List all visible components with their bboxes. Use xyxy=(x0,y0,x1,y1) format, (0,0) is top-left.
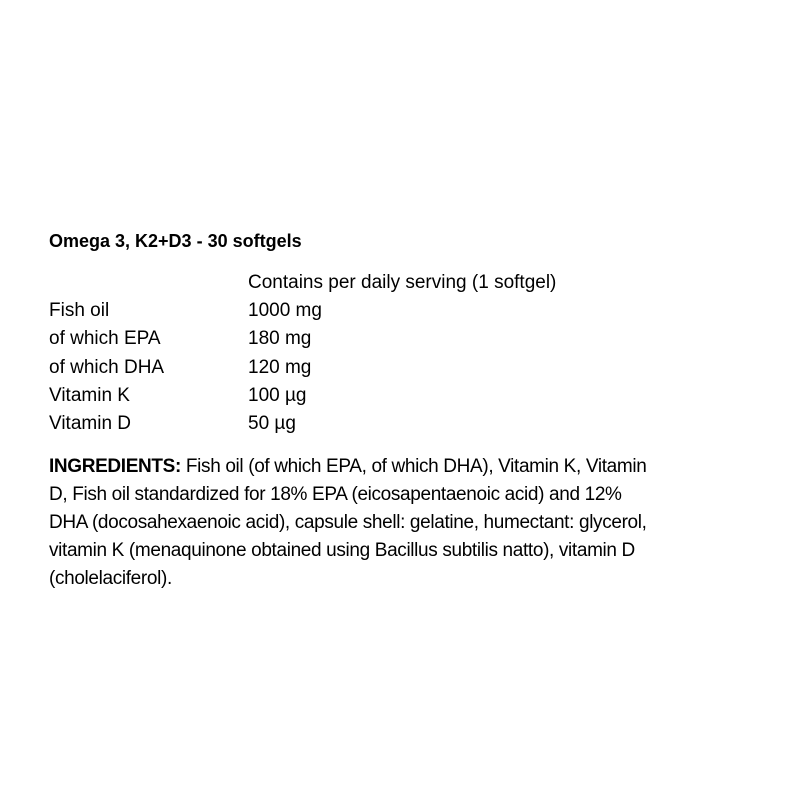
nutrient-value: 120 mg xyxy=(248,356,312,378)
nutrient-value: 1000 mg xyxy=(248,300,322,322)
nutrient-name: Fish oil xyxy=(49,300,110,322)
table-header: Contains per daily serving (1 softgel) xyxy=(248,272,557,293)
ingredients-line: vitamin K (menaquinone obtained using Bacillus subtilis natto), vitamin D xyxy=(49,540,635,561)
nutrient-name: Vitamin D xyxy=(49,413,132,435)
ingredients-line xyxy=(49,453,647,481)
product-title: Omega 3, K2+D3 - 30 softgels xyxy=(49,231,302,251)
nutrition-table xyxy=(49,269,556,438)
ingredients-paragraph xyxy=(49,453,647,593)
table-row xyxy=(49,354,556,382)
nutrient-name: of which DHA xyxy=(49,356,165,378)
nutrient-value: 100 µg xyxy=(248,384,307,406)
ingredients-label: INGREDIENTS: xyxy=(49,456,181,477)
ingredients-text: Fish oil (of which EPA, of which DHA), Vitamin K, Vitamin xyxy=(180,456,647,477)
table-row xyxy=(49,297,556,325)
nutrient-name: of which EPA xyxy=(49,328,161,350)
nutrient-value: 50 µg xyxy=(248,413,296,435)
table-row xyxy=(49,325,556,353)
ingredients-line: DHA (docosahexaenoic acid), capsule shell: gelatine, humectant: glycerol, xyxy=(49,512,647,533)
table-row xyxy=(49,382,556,410)
ingredients-line: (cholelaciferol). xyxy=(49,568,172,589)
nutrient-value: 180 mg xyxy=(248,328,312,350)
table-header-row xyxy=(49,269,556,297)
ingredients-line: D, Fish oil standardized for 18% EPA (eicosapentaenoic acid) and 12% xyxy=(49,484,622,505)
nutrient-name: Vitamin K xyxy=(49,384,130,406)
table-row xyxy=(49,410,556,438)
